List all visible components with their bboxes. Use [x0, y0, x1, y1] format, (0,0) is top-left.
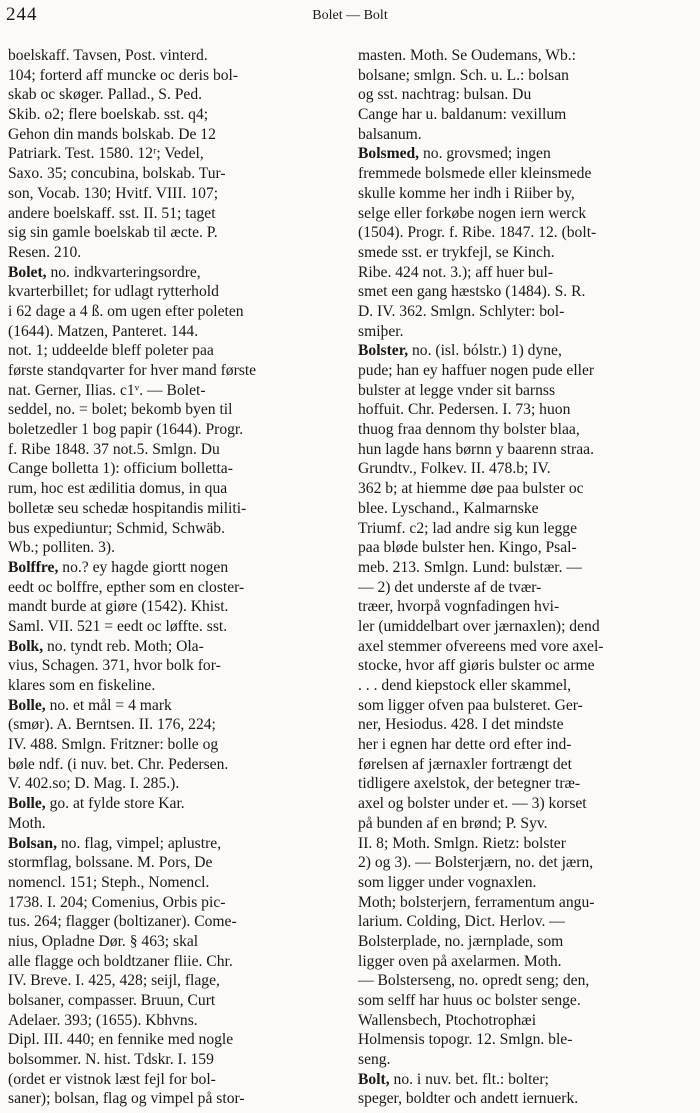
text-line: Ribe. 424 not. 3.); aff huer bul- — [358, 263, 554, 281]
text-line: sig sin gamle boelskab til æcte. P. — [8, 224, 218, 242]
text-line: stocke, hvor aff giøris bulster oc arme — [358, 657, 595, 675]
text-line: Resen. 210. — [8, 243, 82, 261]
text-line: Dipl. III. 440; en fennike med nogle — [8, 1031, 234, 1049]
text-line: (1644). Matzen, Panteret. 144. — [8, 322, 199, 340]
text-line: meb. 213. Smlgn. Lund: bulstær. — — [358, 558, 582, 576]
text-line: bolsommer. N. hist. Tdskr. I. 159 — [8, 1051, 214, 1069]
text-line: thuog fraa dennom thy bolster blaa, — [358, 421, 580, 439]
text-line: — Bolsterseng, no. opredt seng; den, — [358, 972, 590, 990]
left-column — [8, 46, 344, 1108]
text-line: andere boelskaff. sst. II. 51; taget — [8, 204, 216, 222]
text-line: — 2) det underste af de tvær- — [358, 578, 542, 596]
text-line: bolsane; smlgn. Sch. u. L.: bolsan — [358, 66, 569, 84]
text-line: 104; forterd aff muncke oc deris bol- — [8, 66, 239, 84]
text-line: smet een gang hæstsko (1484). S. R. — [358, 283, 586, 301]
text-line: Bolsmed, no. grovsmed; ingen — [358, 145, 551, 163]
text-line: rum, hoc est ædilitia domus, in qua — [8, 480, 228, 498]
text-line: blee. Lyschand., Kalmarnske — [358, 499, 539, 517]
text-line: . . . dend kiepstock eller skammel, — [358, 677, 572, 694]
text-line: som ligger ofven paa bulsteret. Ger- — [358, 696, 583, 714]
text-line: (ordet er vistnok læst fejl for bol- — [8, 1070, 216, 1088]
text-line: som ligger under vognaxlen. — [358, 873, 537, 891]
text-line: Cange bolletta 1): officium bolletta- — [8, 460, 233, 478]
text-line: bus expediuntur; Schmid, Schwäb. — [8, 519, 225, 537]
text-line: Bolle, no. et mål = 4 mark — [8, 696, 172, 714]
text-line: Bolsterplade, no. jærnplade, som — [358, 932, 564, 950]
text-line: vius, Schagen. 371, hvor bolk for- — [8, 657, 221, 675]
text-line: skulle komme her indh i Riiber by, — [358, 184, 575, 202]
text-line: kvarterbillet; for udlagt rytterhold — [8, 283, 219, 301]
text-line: Saxo. 35; concubina, bolskab. Tur- — [8, 165, 226, 183]
text-line: Bolet, no. indkvarteringsordre, — [8, 263, 201, 281]
text-line: som selff har huus oc bolster senge. — [358, 992, 581, 1009]
text-line: Adelaer. 393; (1655). Kbhvns. — [8, 1011, 198, 1029]
text-line: nius, Opladne Dør. § 463; skal — [8, 932, 199, 950]
text-line: Bolster, no. (isl. bólstr.) 1) dyne, — [358, 342, 562, 360]
text-line: boletzedler 1 bog papir (1644). Progr. — [8, 421, 244, 439]
text-line: not. 1; uddeelde bleff poleter paa — [8, 342, 214, 360]
text-line: mandt burde at giøre (1542). Khist. — [8, 598, 229, 616]
text-line: bolsaner, compasser. Bruun, Curt — [8, 992, 216, 1009]
text-line: son, Vocab. 130; Hvitf. VIII. 107; — [8, 184, 219, 202]
text-line: nomencl. 151; Steph., Nomencl. — [8, 873, 210, 891]
text-line: axel og bolster under et. — 3) korset — [358, 795, 587, 813]
text-line: saner); bolsan, flag og vimpel på stor- — [8, 1090, 245, 1108]
text-line: Bolle, go. at fylde store Kar. — [8, 795, 185, 813]
text-line: Bolk, no. tyndt reb. Moth; Ola- — [8, 637, 204, 655]
text-line: (1504). Progr. f. Ribe. 1847. 12. (bolt- — [358, 224, 597, 242]
text-line: ligger oven på axelarmen. Moth. — [358, 952, 562, 970]
text-line: Bolsan, no. flag, vimpel; aplustre, — [8, 834, 222, 852]
text-line: Wb.; polliten. 3). — [8, 539, 115, 557]
text-line: Moth; bolsterjern, ferramentum angu- — [358, 893, 595, 911]
text-line: alle flagge och boldtzaner fliie. Chr. — [8, 952, 233, 970]
text-line: Wallensbech, Ptochotrophæi — [358, 1011, 537, 1029]
page-header — [0, 0, 700, 40]
right-column — [358, 46, 694, 1108]
text-line: Moth. — [8, 814, 46, 832]
text-line: larium. Colding, Dict. Herlov. — — [358, 913, 565, 931]
text-line: tidligere axelstok, der betegner træ- — [358, 775, 581, 793]
text-line: og sst. nachtrag: bulsan. Du — [358, 86, 532, 104]
text-line: bøle ndf. (i nuv. bet. Chr. Pedersen. — [8, 755, 229, 773]
text-line: første standqvarter for hver mand første — [8, 362, 257, 379]
text-line: IV. 488. Smlgn. Fritzner: bolle og — [8, 736, 219, 754]
text-line: bulster at legge vnder sit barnss — [358, 381, 556, 399]
text-line: IV. Breve. I. 425, 428; seijl, flage, — [8, 972, 220, 990]
text-line: i 62 dage a 4 ß. om ugen efter poleten — [8, 302, 244, 320]
text-line: f. Ribe 1848. 37 not.5. Smlgn. Du — [8, 440, 220, 458]
text-line: 2) og 3). — Bolsterjærn, no. det jærn, — [358, 854, 594, 872]
text-line: Saml. VII. 521 = eedt oc løffte. sst. — [8, 617, 228, 635]
text-line: axel stemmer ofvereens med vore axel- — [358, 637, 604, 655]
text-line: boelskaff. Tavsen, Post. vinterd. — [8, 47, 208, 64]
text-line: ner, Hesiodus. 428. I det mindste — [358, 716, 564, 734]
text-line: på bunden af en brønd; P. Syv. — [358, 814, 548, 832]
text-line: klares som en fiskeline. — [8, 677, 156, 694]
text-line: fremmede bolsmede eller kleinsmede — [358, 165, 592, 183]
page-number: 244 — [6, 4, 38, 25]
text-line: paa bløde bulster hen. Kingo, Psal- — [358, 539, 577, 557]
text-line: ler (umiddelbart over jærnaxlen); dend — [358, 617, 600, 635]
text-line: speger, boldter och andett iernuerk. — [358, 1090, 579, 1108]
text-line: hoffuit. Chr. Pedersen. I. 73; huon — [358, 401, 571, 419]
text-line: tus. 264; flagger (boltizaner). Come- — [8, 913, 237, 931]
running-head: Bolet — Bolt — [312, 8, 388, 23]
text-line: smede sst. er trykfejl, se Kinch. — [358, 243, 555, 261]
text-line: seng. — [358, 1051, 391, 1069]
text-line: her i egnen har dette ord efter ind- — [358, 736, 572, 754]
text-line: Holmensis topogr. 12. Smlgn. ble- — [358, 1031, 573, 1049]
text-line: bolletæ seu schedæ hospitandis militi- — [8, 499, 247, 517]
text-line: skab oc skøger. Pallad., S. Ped. — [8, 86, 203, 104]
text-line: II. 8; Moth. Smlgn. Rietz: bolster — [358, 834, 566, 852]
text-line: seddel, no. = bolet; bekomb byen til — [8, 401, 233, 419]
text-line: V. 402.so; D. Mag. I. 285.). — [8, 775, 180, 793]
text-line: (smør). A. Berntsen. II. 176, 224; — [8, 716, 216, 734]
text-line: selge eller forkøbe nogen iern werck — [358, 204, 587, 222]
text-line: nat. Gerner, Ilias. c1ᵛ. — Bolet- — [8, 381, 206, 399]
text-line: hun lagde hans børnn y baarenn straa. — [358, 440, 594, 458]
text-line: Bolffre, no.? ey hagde giortt nogen — [8, 558, 229, 576]
text-line: træer, hvorpå vognfadingen hvi- — [358, 598, 560, 616]
text-line: Cange har u. baldanum: vexillum — [358, 106, 567, 124]
text-line: 362 b; at hiemme døe paa bulster oc — [358, 480, 584, 498]
text-line: Bolt, no. i nuv. bet. flt.: bolter; — [358, 1070, 549, 1088]
text-line: Triumf. c2; lad andre sig kun legge — [358, 519, 577, 537]
text-line: pude; han ey haffuer nogen pude eller — [358, 362, 595, 379]
text-line: Grundtv., Folkev. II. 478.b; IV. — [358, 460, 551, 478]
text-line: Gehon din mands bolskab. De 12 — [8, 125, 216, 143]
text-line: smiþer. — [358, 322, 404, 340]
text-line: D. IV. 362. Smlgn. Schlyter: bol- — [358, 302, 565, 320]
text-line: Patriark. Test. 1580. 12ʳ; Vedel, — [8, 145, 204, 163]
text-line: balsanum. — [358, 125, 422, 143]
text-line: masten. Moth. Se Oudemans, Wb.: — [358, 47, 577, 64]
text-line: førelsen af jærnaxler fortrængt det — [358, 755, 572, 773]
text-line: 1738. I. 204; Comenius, Orbis pic- — [8, 893, 226, 911]
text-line: Skib. o2; flere boelskab. sst. q4; — [8, 106, 209, 124]
text-line: stormflag, bolssane. M. Pors, De — [8, 854, 213, 872]
text-line: eedt oc bolffre, epther som en closter- — [8, 578, 245, 596]
